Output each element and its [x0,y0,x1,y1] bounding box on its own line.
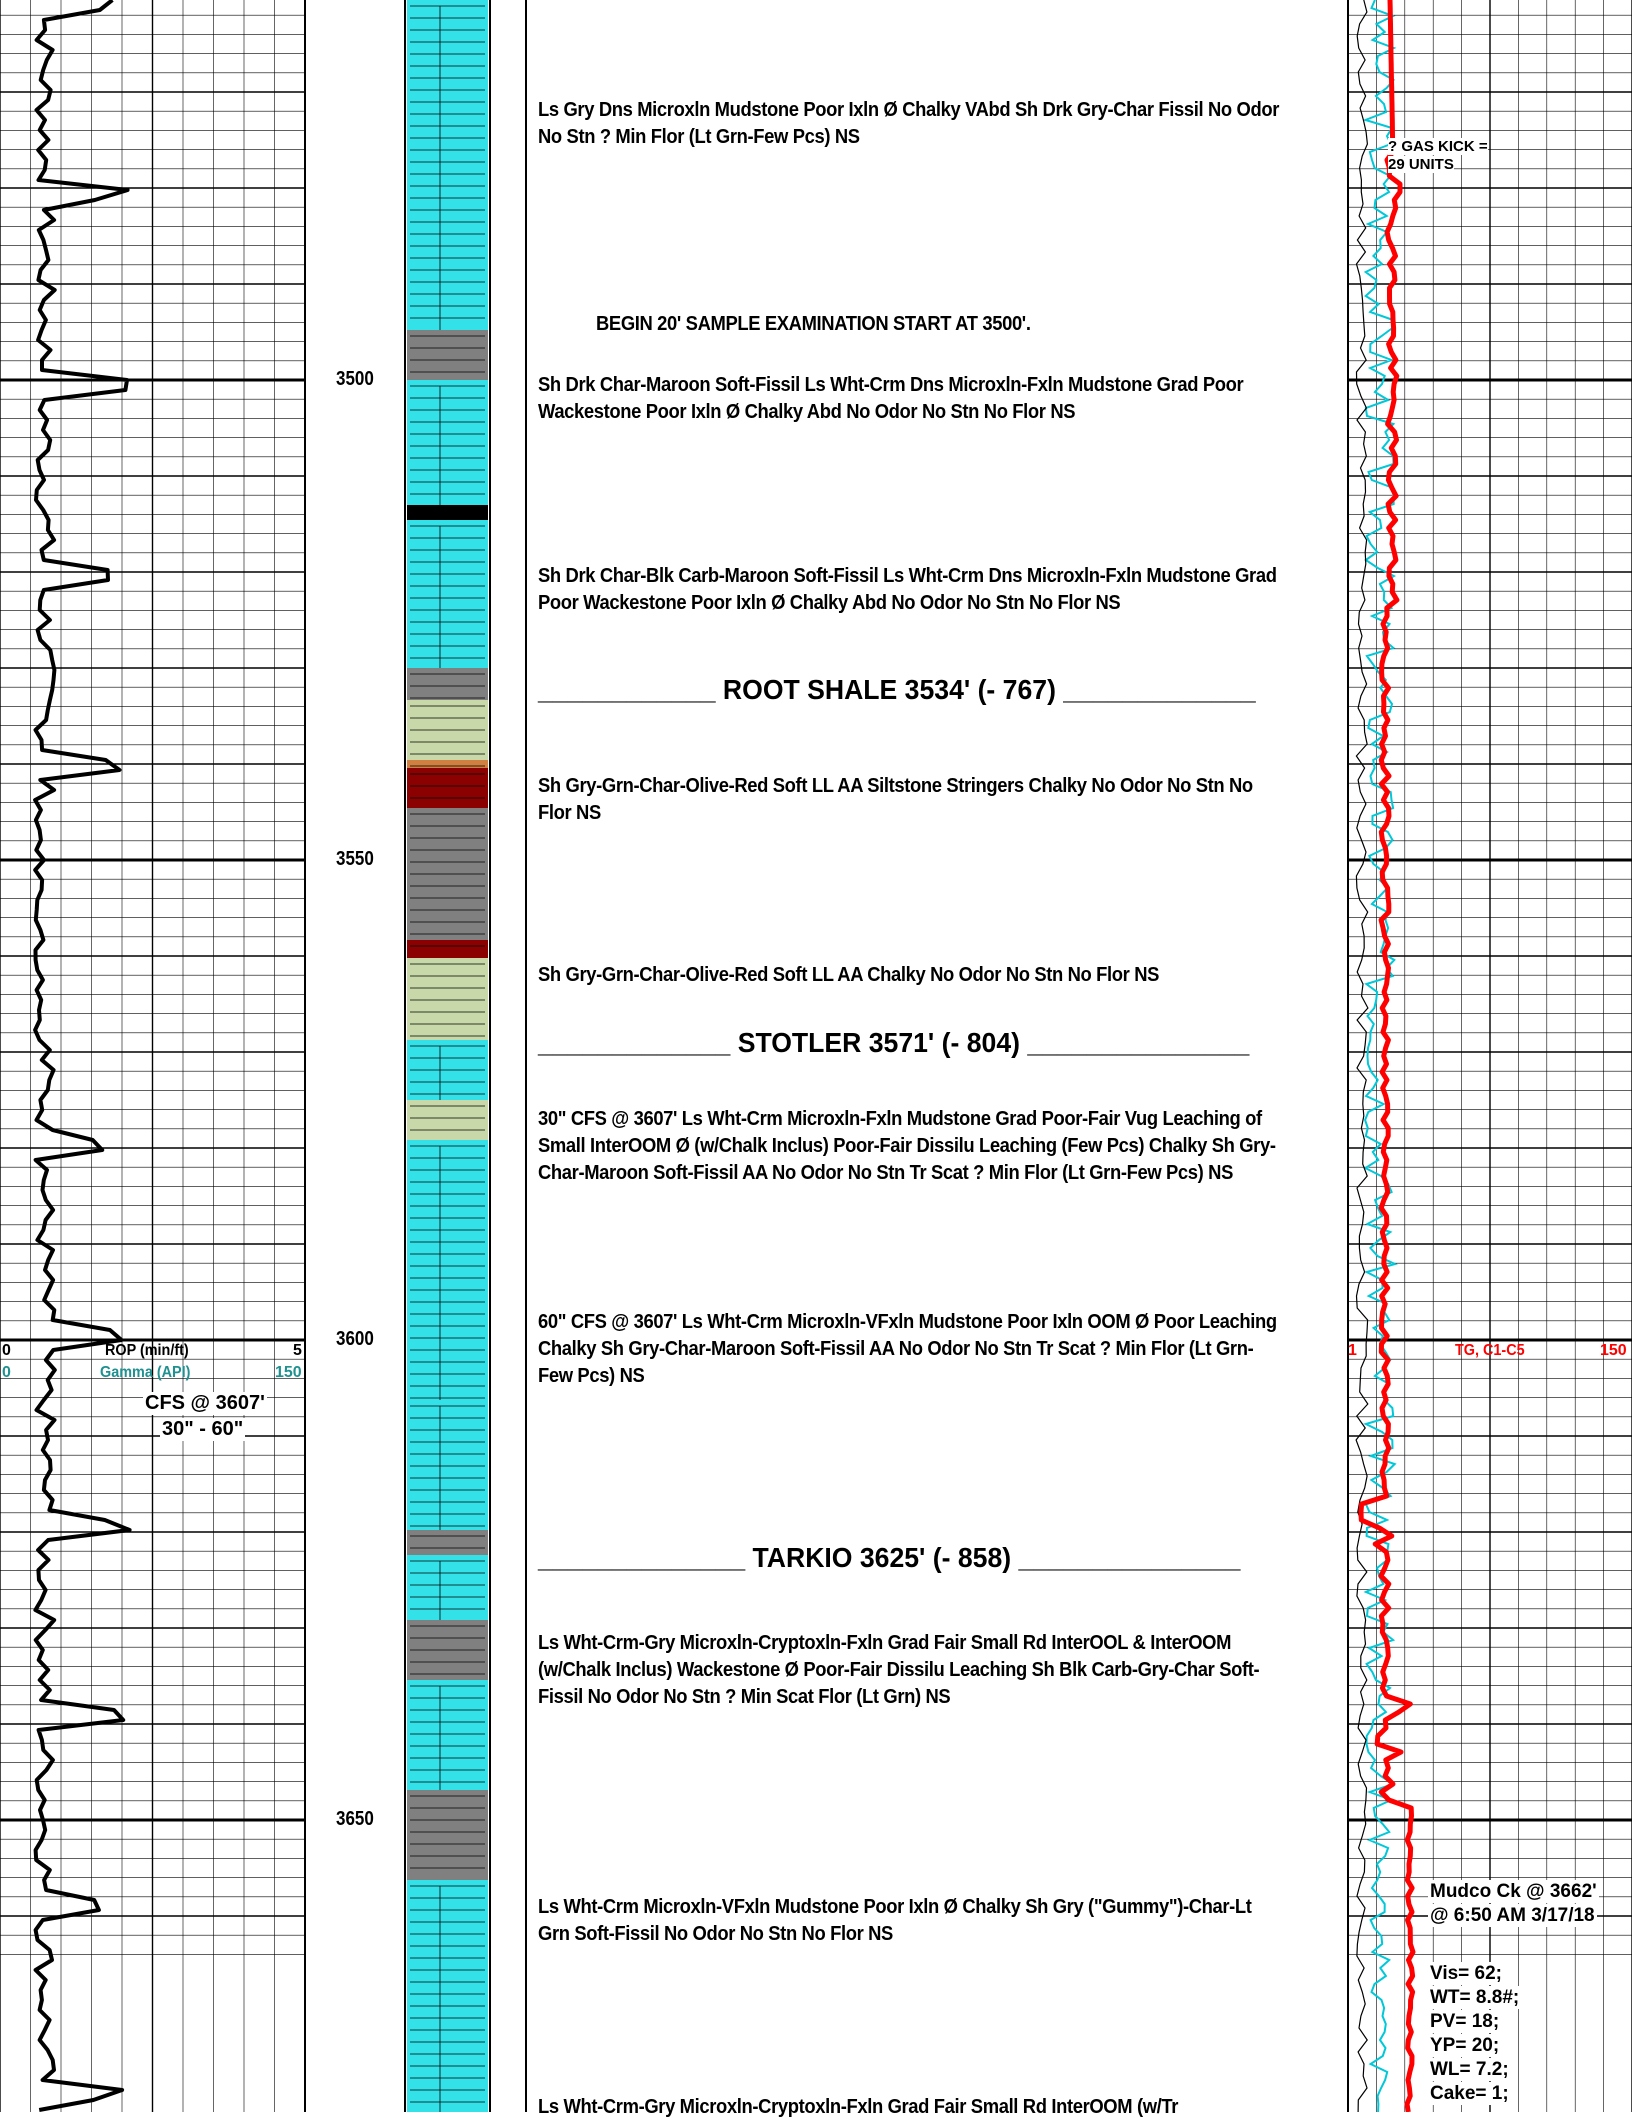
depth-label-3550: 3550 [336,848,374,870]
formation-top-root-shale: ____________ ROOT SHALE 3534' (- 767) _____________ [538,674,1256,705]
rop-max-label: 5 [293,1342,302,1359]
mud-check-cake: Cake= 1; [1430,2083,1509,2104]
description-7: 60" CFS @ 3607' Ls Wht-Crm Microxln-VFxln Mudstone Poor Ixln OOM Ø Poor Leaching Chalky Sh Gry-Char-Maroon Soft-Fissil AA No Odor No Stn Tr Scat ? Min Flor (Lt Grn-Few Pcs) NS [538,1311,1277,1387]
mud-check-header1: Mudco Ck @ 3662' [1430,1881,1597,1902]
mud-check-wt: WT= 8.8#; [1430,1987,1520,2008]
mud-check-yp: YP= 20; [1430,2035,1500,2056]
gas-kick-line1: ? GAS KICK = [1388,138,1488,155]
description-6: 30" CFS @ 3607' Ls Wht-Crm Microxln-Fxln Mudstone Grad Poor-Fair Vug Leaching of Small InterOOM Ø (w/Chalk Inclus) Poor-Fair Dissilu Leaching (Few Pcs) Chalky Sh Gry-Char-Maroon Soft-Fissil AA No Odor No Stn Tr Scat ? Min Flor (Lt Grn-Few Pcs) NS [538,1108,1276,1184]
lith-band-1 [407,330,488,380]
mud-check-vis: Vis= 62; [1430,1963,1503,1984]
lith-band-0 [407,0,488,330]
mud-check-pv: PV= 18; [1430,2011,1500,2032]
lith-band-10 [407,940,488,958]
lith-band-5 [407,668,488,700]
lith-band-11 [407,958,488,1040]
gas-kick-line2: 29 UNITS [1388,156,1454,173]
depth-label-3650: 3650 [336,1808,374,1830]
rop-curve [35,0,130,2110]
rop-min-label: 0 [2,1342,11,1359]
lith-band-2 [407,380,488,505]
gamma-title: Gamma (API) [100,1364,191,1381]
description-1: Ls Gry Dns Microxln Mudstone Poor Ixln Ø Chalky VAbd Sh Drk Gry-Char Fissil No Odor No Stn ? Min Flor (Lt Grn-Few Pcs) NS [538,99,1280,148]
lith-band-19 [407,1680,488,1790]
lith-band-7 [407,760,488,768]
lith-band-15 [407,1400,488,1530]
gamma-min-label: 0 [2,1364,11,1381]
mud-check-wl: WL= 7.2; [1430,2059,1509,2080]
rop-title: ROP (min/ft) [105,1342,189,1359]
description-2: Sh Drk Char-Maroon Soft-Fissil Ls Wht-Crm Dns Microxln-Fxln Mudstone Grad Poor Wackestone Poor Ixln Ø Chalky Abd No Odor No Stn No Flor NS [538,374,1244,423]
gas-min-label: 1 [1348,1342,1357,1359]
lith-band-16 [407,1530,488,1555]
formation-top-stotler: _____________ STOTLER 3571' (- 804) _______________ [538,1027,1250,1058]
lith-band-20 [407,1790,488,1880]
description-5: Sh Gry-Grn-Char-Olive-Red Soft LL AA Chalky No Odor No Stn No Flor NS [538,964,1160,986]
formation-top-tarkio: ______________ TARKIO 3625' (- 858) _______________ [538,1542,1241,1573]
lith-band-21 [407,1880,488,2112]
cfs-note-line1: CFS @ 3607' [145,1392,265,1414]
lith-band-17 [407,1555,488,1620]
description-10: Ls Wht-Crm-Gry Microxln-Cryptoxln-Fxln Grad Fair Small Rd InterOOM (w/Tr [538,2096,1179,2118]
total-gas-curve [1361,0,1413,2112]
description-8: Ls Wht-Crm-Gry Microxln-Cryptoxln-Fxln Grad Fair Small Rd InterOOL & InterOOM (w/Chalk Inclus) Wackestone Ø Poor-Fair Dissilu Leaching Sh Blk Carb-Gry-Char Soft-Fissil No Odor No Stn ? Min Scat Flor (Lt Grn) NS [538,1632,1260,1708]
gas-max-label: 150 [1600,1342,1627,1359]
description-9: Ls Wht-Crm Microxln-VFxln Mudstone Poor Ixln Ø Chalky Sh Gry ("Gummy")-Char-Lt Grn Soft-Fissil No Odor No Stn No Flor NS [538,1896,1252,1945]
depth-label-3600: 3600 [336,1328,374,1350]
mud-check-header2: @ 6:50 AM 3/17/18 [1430,1905,1595,1926]
depth-label-3500: 3500 [336,368,374,390]
lith-band-3 [407,505,488,520]
gas-title: TG, C1-C5 [1455,1342,1525,1359]
c2-curve [1356,0,1368,2112]
description-sample-note: BEGIN 20' SAMPLE EXAMINATION START AT 3500'. [596,313,1031,335]
lith-band-14 [407,1140,488,1400]
description-4: Sh Gry-Grn-Char-Olive-Red Soft LL AA Siltstone Stringers Chalky No Odor No Stn No Flor NS [538,775,1253,824]
description-3: Sh Drk Char-Blk Carb-Maroon Soft-Fissil Ls Wht-Crm Dns Microxln-Fxln Mudstone Grad Poor Wackestone Poor Ixln Ø Chalky Abd No Odor No Stn No Flor NS [538,565,1277,614]
gamma-max-label: 150 [275,1364,302,1381]
cfs-note-line2: 30" - 60" [162,1418,244,1440]
